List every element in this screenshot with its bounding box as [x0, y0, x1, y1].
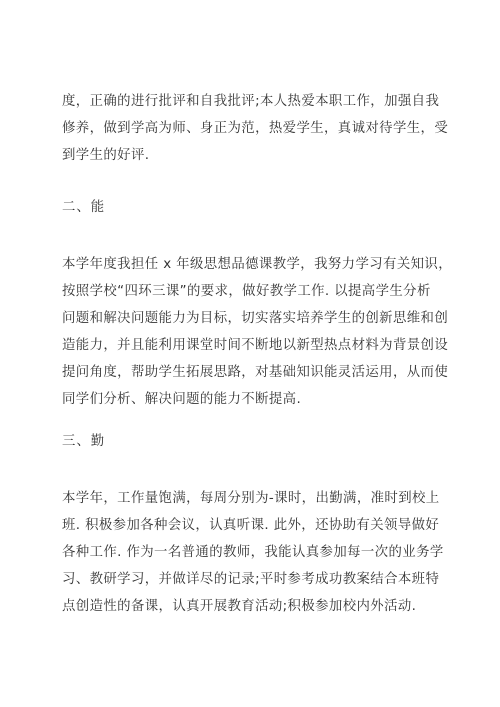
text-line: 班. 积极参加各种会议，认真听课. 此外，还协助有关领导做好	[62, 518, 440, 533]
text-line: 提问角度，帮助学生拓展思路，对基础知识能灵活运用，从而使	[62, 365, 449, 380]
paragraph-section-2	[62, 251, 452, 413]
section-heading-neng: 二、能	[62, 200, 106, 215]
text-line: 问题和解决问题能力为目标，切实落实培养学生的创新思维和创	[62, 311, 449, 326]
text-line: 各种工作. 作为一名普通的教师，我能认真参加每一次的业务学	[62, 545, 444, 560]
text-line: 到学生的好评.	[62, 148, 150, 163]
text-line: 度，正确的进行批评和自我批评;本人热爱本职工作，加强自我	[62, 94, 440, 109]
paragraph-section-3	[62, 485, 452, 620]
section-heading-qin: 三、勤	[62, 434, 106, 449]
text-line: 本学年度我担任 x 年级思想品德课教学，我努力学习有关知识，	[62, 257, 452, 272]
paragraph-top	[62, 88, 452, 169]
text-line: 按照学校“四环三课”的要求，做好教学工作. 以提高学生分析	[62, 284, 431, 299]
text-line: 习、教研学习，并做详尽的记录;平时参考成功教案结合本班特	[62, 572, 440, 587]
text-line: 本学年，工作量饱满，每周分别为-课时，出勤满，准时到校上	[62, 491, 440, 506]
text-line: 修养，做到学高为师、身正为范，热爱学生，真诚对待学生，受	[62, 121, 449, 136]
text-line: 点创造性的备课，认真开展教育活动;积极参加校内外活动.	[62, 599, 417, 614]
text-line: 造能力，并且能利用课堂时间不断地以新型热点材料为背景创设	[62, 338, 449, 353]
text-line: 同学们分析、解决问题的能力不断提高.	[62, 392, 302, 407]
